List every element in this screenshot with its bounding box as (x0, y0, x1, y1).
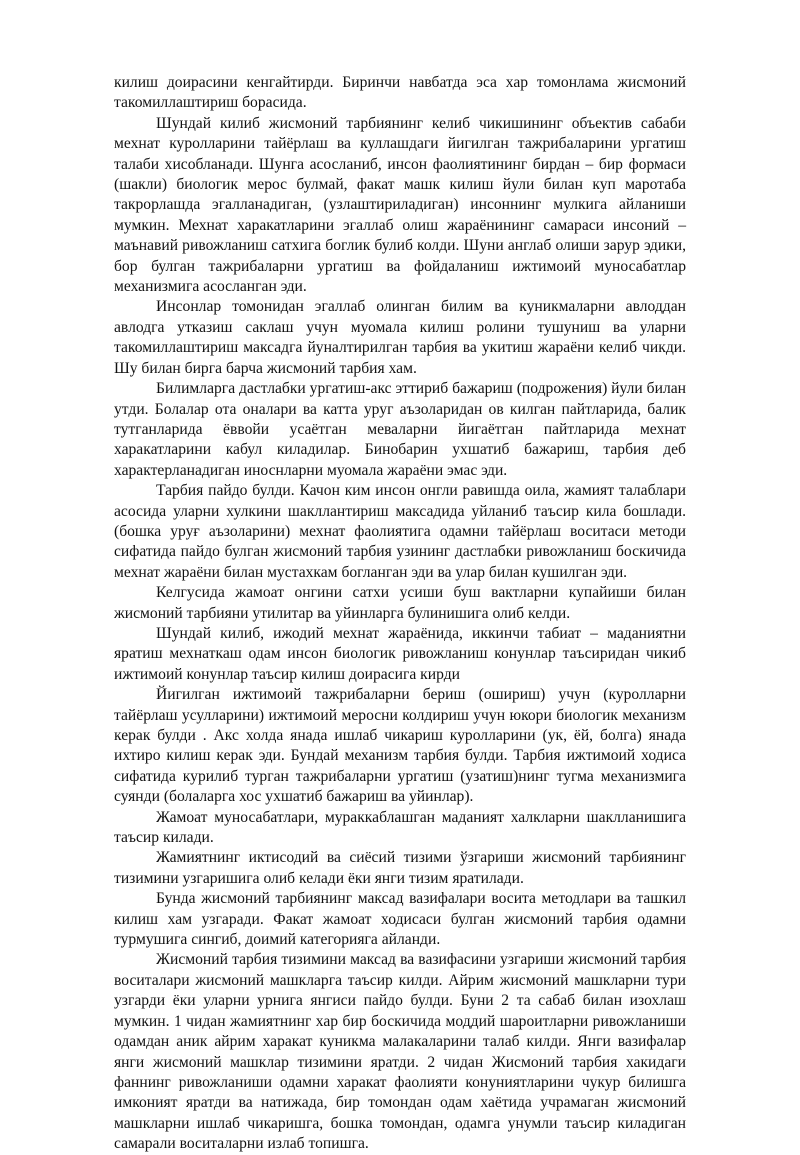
paragraph: Билимларга дастлабки ургатиш-акс эттириб бажариш (подрожения) йули билан утди. Болалар ота оналари ва катта уруг аъзоларидан ов килган пайтларида, балик тутганларида ёввойи усаётган меваларни йигаётган пайтларида мехнат харакатларини кабул киладилар. Бинобарин ухшатиб бажариш, тарбия деб характерланадиган иноснларни муомала жараёни эмас эди. (114, 380, 686, 479)
paragraph: Шундай килиб жисмоний тарбиянинг келиб чикишининг объектив сабаби мехнат куролларини тайёрлаш ва куллашдаги йигилган тажрибаларини ургатиш талаби хисобланади. Шунга асосланиб, инсон фаолиятининг бирдан – бир формаси (шакли) биологик мерос булмай, факат машк килиш йули билан куп маротаба такрорлашда эгалланадиган, (узлаштириладиган) инсоннинг мулкига айланиши мумкин. Мехнат харакатларини эгаллаб олиш жараёнининг самараси инсоний – маънавий ривожланиш сатхига боглик булиб колди. Шуни англаб олиши зарур эдики, бор булган тажрибаларни ургатиш ва фойдаланиш ижтимоий муносабатлар механизмига асосланган эди. (114, 114, 686, 296)
paragraph: Бунда жисмоний тарбиянинг максад вазифалари восита методлари ва ташкил килиш хам узгаради. Факат жамоат ходисаси булган жисмоний тарбия одамни турмушига сингиб, доимий категорияга айланди. (114, 890, 686, 949)
paragraph: Жисмоний тарбия тизимини максад ва вазифасини узгариши жисмоний тарбия воситалари жисмоний машкларга таъсир килди. Айрим жисмоний машкларни тури узгарди ёки уларни урнига янгиси пайдо булди. Буни 2 та сабаб билан изохлаш мумкин. 1 чидан жамиятнинг хар бир боскичида моддий шароитларни ривожланиши одамдан аник айрим харакат куникма малакаларини талаб килди. Янги вазифалар янги жисмоний машклар тизимини яратди. 2 чидан Жисмоний тарбия хакидаги фаннинг ривожланиши одамни харакат фаолияти конуниятларини чукур билишга имконият яратди ва натижада, бир томондан одам хаётида учрамаган жисмоний машкларни ишлаб чикаришга, бошка томондан, одамга унумли таъсир киладиган самарали воситаларни излаб топишга. (114, 951, 686, 1153)
paragraph: Инсонлар томонидан эгаллаб олинган билим ва куникмаларни авлоддан авлодга утказиш саклаш учун муомала килиш ролини тушуниш ва уларни такомиллаштириш максадга йуналтирилган тарбия ва укитиш жараёни келиб чикди. Шу билан бирга барча жисмоний тарбия хам. (114, 298, 686, 377)
paragraph: Йигилган ижтимоий тажрибаларни бериш (ошириш) учун (куролларни тайёрлаш усулларини) ижтимоий меросни колдириш учун юкори биологик механизм керак булди . Акс холда янада ишлаб чикариш куролларини (ук, ёй, болга) янада ихтиро килиш керак эди. Бундай механизм тарбия булди. Тарбия ижтимоий ходиса сифатида курилиб турган тажрибаларни ургатиш (узатиш)нинг тугма механизмига суянди (болаларга хос ухшатиб бажариш ва уйинлар). (114, 686, 686, 806)
paragraph: Жамоат муносабатлари, мураккаблашган маданият халкларни шаклланишига таъсир килади. (114, 808, 686, 847)
paragraph: Келгусида жамоат онгини сатхи усиши буш вактларни купайиши билан жисмоний тарбияни утилитар ва уйинларга булинишига олиб келди. (114, 584, 686, 622)
document-page (114, 73, 686, 1155)
paragraph: Шундай килиб, ижодий мехнат жараёнида, иккинчи табиат – маданиятни яратиш мехнаткаш одам инсон биологик ривожланиш конунлар таъсиридан чикиб ижтимоий конунлар таъсир килиш доирасига кирди (114, 624, 686, 683)
paragraph: килиш доирасини кенгайтирди. Биринчи навбатда эса хар томонлама жисмоний такомиллаштириш борасида. (114, 74, 686, 112)
paragraph: Тарбия пайдо булди. Качон ким инсон онгли равишда оила, жамият талаблари асосида уларни хулкини шакллантириш максадида уйланиб таъсир кила бошлади. (бошка уруғ аъзоларини) мехнат фаолиятига одамни тайёрлаш воситаси методи сифатида пайдо булган жисмоний тарбия узининг дастлабки ривожланиш боскичида мехнат жараёни билан мустахкам богланган эди ва улар билан кушилган эди. (114, 482, 686, 581)
paragraph: Жамиятнинг иктисодий ва сиёсий тизими ўзгариши жисмоний тарбиянинг тизимини узгаришига олиб келади ёки янги тизим яратилади. (114, 849, 686, 887)
